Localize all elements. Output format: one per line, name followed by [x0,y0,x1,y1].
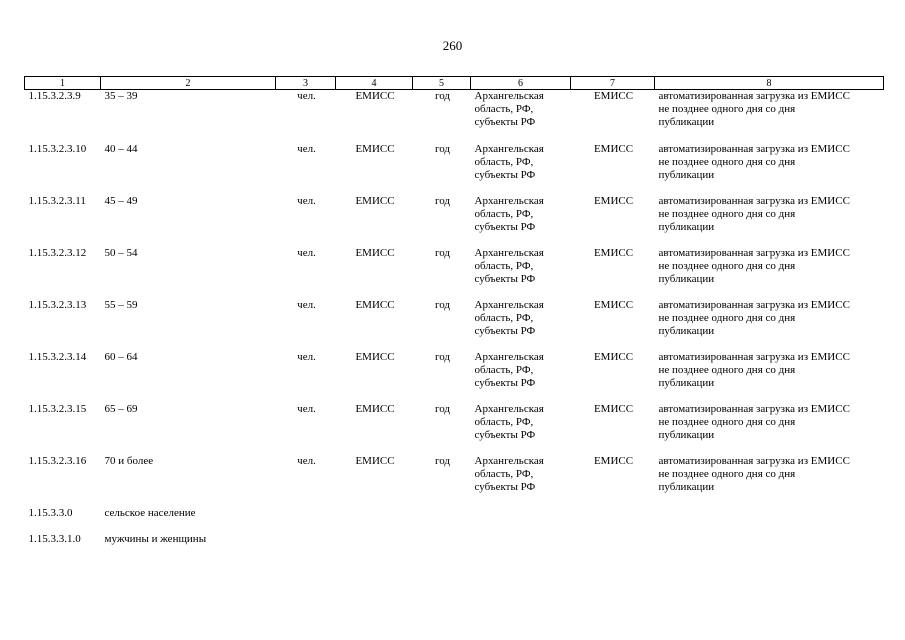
provider-cell: ЕМИСС [593,299,634,311]
period-cell: год [434,351,451,363]
column-header-7: 7 [571,77,655,90]
territory-cell-line: субъекты РФ [474,221,536,233]
note-cell-line: не позднее одного дня со дня [658,208,796,220]
note-cell-line: публикации [658,481,715,493]
note-cell-line: автоматизированная загрузка из ЕМИСС [658,403,850,415]
source-cell: ЕМИСС [355,455,395,467]
territory-cell [471,351,571,403]
territory-cell-line: субъекты РФ [474,325,536,337]
territory-cell-line: Архангельская [474,455,544,467]
table-row [25,143,884,195]
territory-cell-line: область, РФ, [474,260,534,272]
period-cell: год [434,403,451,415]
note-cell-line: не позднее одного дня со дня [658,260,796,272]
indicator-table [24,76,884,559]
provider-cell: ЕМИСС [593,351,634,363]
territory-cell-line: область, РФ, [474,156,534,168]
territory-cell-line: Архангельская [474,90,544,102]
territory-cell [471,143,571,195]
unit-cell: чел. [297,299,316,311]
note-cell [655,90,884,144]
territory-cell-line: область, РФ, [474,364,534,376]
territory-cell-line: область, РФ, [474,103,534,115]
indicator-name: 35 – 39 [104,90,138,102]
column-header-3: 3 [276,77,336,90]
territory-cell-line: область, РФ, [474,208,534,220]
unit-cell: чел. [297,195,316,207]
column-header-1: 1 [25,77,101,90]
unit-cell: чел. [297,247,316,259]
unit-cell: чел. [297,455,316,467]
territory-cell-line: субъекты РФ [474,273,536,285]
table-row [25,403,884,455]
period-cell: год [434,90,451,102]
table-row [25,247,884,299]
territory-cell [471,455,571,507]
source-cell: ЕМИСС [355,247,395,259]
column-header-6: 6 [471,77,571,90]
territory-cell-line: Архангельская [474,351,544,363]
source-cell: ЕМИСС [355,90,395,102]
note-cell-line: публикации [658,116,715,128]
territory-cell-line: Архангельская [474,403,544,415]
unit-cell: чел. [297,351,316,363]
table-row [25,455,884,507]
territory-cell-line: Архангельская [474,299,544,311]
note-cell-line: автоматизированная загрузка из ЕМИСС [658,455,850,467]
column-header-8: 8 [655,77,884,90]
period-cell: год [434,143,451,155]
indicator-code: 1.15.3.2.3.10 [28,143,87,155]
indicator-name: 70 и более [104,455,154,467]
territory-cell-line: субъекты РФ [474,377,536,389]
indicator-code: 1.15.3.2.3.16 [28,455,87,467]
territory-cell [471,90,571,144]
note-cell [655,403,884,455]
note-cell-line: публикации [658,325,715,337]
note-cell [655,247,884,299]
territory-cell-line: субъекты РФ [474,116,536,128]
note-cell-line: автоматизированная загрузка из ЕМИСС [658,90,850,102]
note-cell-line: автоматизированная загрузка из ЕМИСС [658,351,850,363]
note-cell-line: автоматизированная загрузка из ЕМИСС [658,143,850,155]
table-row [25,351,884,403]
note-cell-line: публикации [658,429,715,441]
section-row [25,533,884,559]
period-cell: год [434,455,451,467]
note-cell-line: автоматизированная загрузка из ЕМИСС [658,247,850,259]
note-cell-line: не позднее одного дня со дня [658,103,796,115]
header-row [25,77,884,90]
territory-cell [471,299,571,351]
section-code: 1.15.3.3.1.0 [28,533,81,545]
unit-cell: чел. [297,90,316,102]
unit-cell: чел. [297,403,316,415]
indicator-name: 65 – 69 [104,403,138,415]
note-cell [655,195,884,247]
source-cell: ЕМИСС [355,351,395,363]
note-cell-line: публикации [658,273,715,285]
territory-cell-line: область, РФ, [474,468,534,480]
territory-cell [471,247,571,299]
section-name: сельское население [104,507,196,519]
indicator-name: 40 – 44 [104,143,138,155]
note-cell-line: не позднее одного дня со дня [658,364,796,376]
indicator-code: 1.15.3.2.3.15 [28,403,87,415]
column-header-5: 5 [413,77,471,90]
table-row [25,90,884,144]
indicator-code: 1.15.3.2.3.12 [28,247,87,259]
source-cell: ЕМИСС [355,195,395,207]
indicator-name: 45 – 49 [104,195,138,207]
note-cell [655,143,884,195]
provider-cell: ЕМИСС [593,403,634,415]
section-name: мужчины и женщины [104,533,207,545]
column-header-2: 2 [101,77,276,90]
note-cell-line: не позднее одного дня со дня [658,416,796,428]
territory-cell [471,403,571,455]
period-cell: год [434,247,451,259]
source-cell: ЕМИСС [355,299,395,311]
note-cell-line: не позднее одного дня со дня [658,312,796,324]
territory-cell-line: субъекты РФ [474,169,536,181]
table-body [25,90,884,560]
section-code: 1.15.3.3.0 [28,507,73,519]
section-row [25,507,884,533]
note-cell [655,455,884,507]
note-cell [655,299,884,351]
provider-cell: ЕМИСС [593,195,634,207]
indicator-name: 50 – 54 [104,247,138,259]
source-cell: ЕМИСС [355,143,395,155]
provider-cell: ЕМИСС [593,143,634,155]
page-number: 260 [442,38,463,53]
note-cell-line: публикации [658,221,715,233]
territory-cell-line: Архангельская [474,247,544,259]
table-row [25,299,884,351]
territory-cell-line: субъекты РФ [474,481,536,493]
note-cell-line: автоматизированная загрузка из ЕМИСС [658,195,850,207]
territory-cell-line: область, РФ, [474,312,534,324]
indicator-name: 60 – 64 [104,351,138,363]
indicator-name: 55 – 59 [104,299,138,311]
note-cell-line: публикации [658,169,715,181]
provider-cell: ЕМИСС [593,455,634,467]
period-cell: год [434,195,451,207]
territory-cell-line: область, РФ, [474,416,534,428]
note-cell-line: публикации [658,377,715,389]
territory-cell [471,195,571,247]
indicator-code: 1.15.3.2.3.14 [28,351,87,363]
column-header-4: 4 [336,77,413,90]
indicator-code: 1.15.3.2.3.9 [28,90,81,102]
indicator-code: 1.15.3.2.3.11 [28,195,86,207]
provider-cell: ЕМИСС [593,90,634,102]
note-cell [655,351,884,403]
unit-cell: чел. [297,143,316,155]
note-cell-line: не позднее одного дня со дня [658,156,796,168]
note-cell-line: не позднее одного дня со дня [658,468,796,480]
territory-cell-line: Архангельская [474,195,544,207]
table-row [25,195,884,247]
territory-cell-line: субъекты РФ [474,429,536,441]
territory-cell-line: Архангельская [474,143,544,155]
period-cell: год [434,299,451,311]
provider-cell: ЕМИСС [593,247,634,259]
indicator-code: 1.15.3.2.3.13 [28,299,87,311]
source-cell: ЕМИСС [355,403,395,415]
note-cell-line: автоматизированная загрузка из ЕМИСС [658,299,850,311]
